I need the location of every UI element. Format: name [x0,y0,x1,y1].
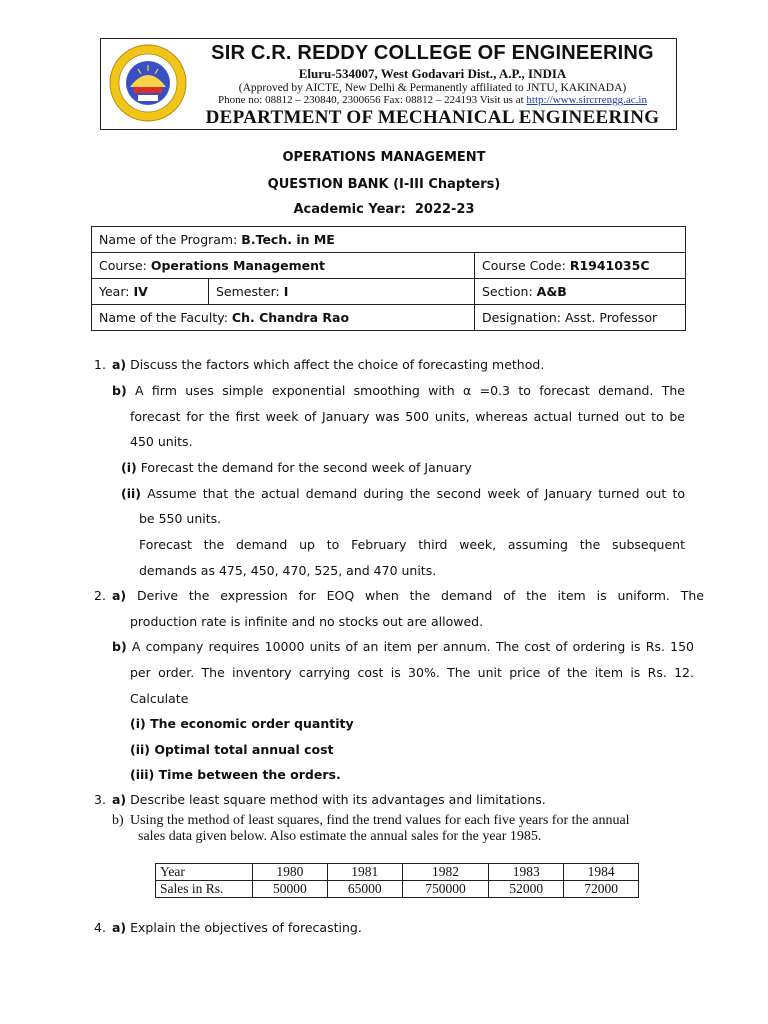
q1-subpart-ii-line2: be 550 units. [139,511,222,526]
college-name: SIR C.R. REDDY COLLEGE OF ENGINEERING [211,42,654,64]
table-cell: 65000 [327,881,402,898]
contact-numbers: Phone no: 08812 – 230840, 2300656 Fax: 08812 – 224193 Visit us at [218,94,527,106]
table-cell: 1984 [564,864,639,881]
college-address: Eluru-534007, West Godavari Dist., A.P., INDIA [298,66,567,81]
table-row [92,279,686,305]
sales-table [155,863,639,898]
q2-number: 2. [94,588,106,603]
table-cell: 1982 [402,864,489,881]
approval-note: (Approved by AICTE, New Delhi & Permanently affiliated to JNTU, KAKINADA) [238,82,627,94]
q3-part-b-line2: sales data given below. Also estimate the annual sales for the year 1985. [138,829,542,844]
semester-value: I [283,284,289,299]
course-code-cell [475,253,686,279]
question-bank-title: QUESTION BANK (I-III Chapters) [267,177,501,192]
academic-year-value: 2022-23 [414,202,475,217]
q4-number: 4. [94,920,106,935]
q2-part-b-line1: b) A company requires 10000 units of an item per annum. The cost of ordering is Rs. 150 [112,639,694,654]
subject-title: OPERATIONS MANAGEMENT [282,150,486,165]
table-cell: 72000 [564,881,639,898]
letterhead-text [193,39,672,129]
q3-part-b-label: b) [112,813,124,828]
designation-cell [475,305,686,331]
course-label: Course: [99,258,151,273]
q1-number: 1. [94,357,106,372]
q1-part-b-line2: forecast for the first week of January was 500 units, whereas actual turned out to be [130,409,685,424]
faculty-label: Name of the Faculty: [99,310,232,325]
course-cell [92,253,475,279]
table-cell: 1981 [327,864,402,881]
q2-subpart-iii: (iii) Time between the orders. [130,767,341,782]
year-header-cell: Year [156,864,253,881]
designation-value: Asst. Professor [564,310,658,325]
q4-part-a: a) Explain the objectives of forecasting. [112,920,362,935]
semester-cell [209,279,475,305]
designation-label: Designation: [482,310,565,325]
q1-subpart-i: (i) Forecast the demand for the second week of January [121,460,472,475]
section-value: A&B [536,284,567,299]
q2-part-b-line3: Calculate [130,691,189,706]
course-code-value: R1941035C [569,258,650,273]
table-row [92,305,686,331]
q2-part-a-line2: production rate is infinite and no stocks out are allowed. [130,614,484,629]
course-info-table [91,226,686,331]
year-cell [92,279,209,305]
table-cell: 1980 [253,864,328,881]
college-logo [108,43,188,123]
faculty-cell [92,305,475,331]
program-cell [92,227,686,253]
q1-part-a: a) Discuss the factors which affect the choice of forecasting method. [112,357,545,372]
table-row [92,253,686,279]
q1-subpart-ii-line1: (ii) Assume that the actual demand during the second week of January turned out to [121,486,685,501]
year-label: Year: [99,284,134,299]
website-link[interactable]: http://www.sircrrengg.ac.in [526,94,647,106]
q2-subpart-ii: (ii) Optimal total annual cost [130,742,334,757]
q3-part-a: a) Describe least square method with its advantages and limitations. [112,792,546,807]
letterhead [100,38,677,130]
q3-part-b-line1: Using the method of least squares, find the trend values for each five years for the annual [130,813,630,828]
q1-part-b-line3: 450 units. [130,434,193,449]
semester-label: Semester: [216,284,284,299]
academic-year [0,202,768,217]
q1-subpart-ii-line3: Forecast the demand up to February third week, assuming the subsequent [139,537,685,552]
program-label: Name of the Program: [99,232,242,247]
section-cell [475,279,686,305]
q1-subpart-ii-line4: demands as 475, 450, 470, 525, and 470 units. [139,563,437,578]
table-row [156,881,639,898]
section-label: Section: [482,284,537,299]
table-cell: 52000 [489,881,564,898]
table-cell: 750000 [402,881,489,898]
faculty-value: Ch. Chandra Rao [231,310,350,325]
table-cell: 50000 [253,881,328,898]
table-cell: 1983 [489,864,564,881]
course-code-label: Course Code: [482,258,570,273]
academic-year-label: Academic Year: [293,202,406,217]
year-value: IV [133,284,148,299]
q3-number: 3. [94,792,106,807]
sales-header-cell: Sales in Rs. [156,881,253,898]
q1-part-b-line1: b) A firm uses simple exponential smoothing with α =0.3 to forecast demand. The [112,383,685,398]
course-value: Operations Management [150,258,326,273]
q2-part-b-line2: per order. The inventory carrying cost is 30%. The unit price of the item is Rs. 12. [130,665,694,680]
q2-part-a-line1: a) Derive the expression for EOQ when the demand of the item is uniform. The [112,588,704,603]
department-name: DEPARTMENT OF MECHANICAL ENGINEERING [205,107,660,128]
table-row [92,227,686,253]
contact-line [193,94,672,106]
q2-subpart-i: (i) The economic order quantity [130,716,354,731]
table-row [156,864,639,881]
program-value: B.Tech. in ME [241,232,335,247]
